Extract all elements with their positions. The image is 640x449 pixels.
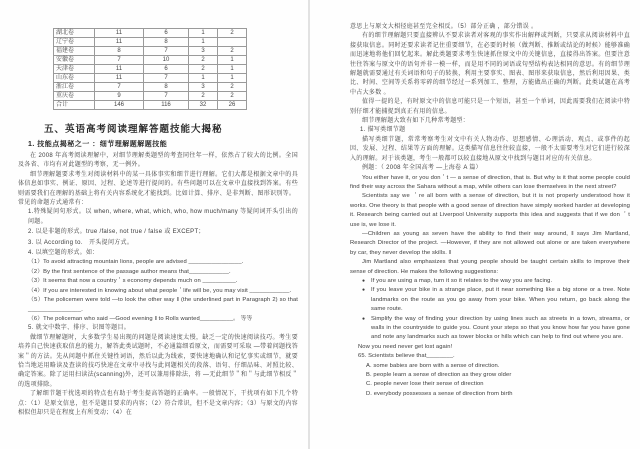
table-row: 山东卷 11 7 1 1 bbox=[54, 74, 247, 83]
table-row: 天津卷 11 6 2 1 bbox=[54, 65, 247, 74]
suggestion-list bbox=[362, 277, 630, 343]
type-heading: 1. 描写类细节题 bbox=[360, 127, 406, 134]
row-label: 浙江卷 bbox=[54, 83, 95, 92]
option-d: D. everybody possesses a sense of direction from birth bbox=[366, 390, 513, 397]
fill-blank-item: （5）The policemen were told —to look the other way ‖ (the underlined part in Paragraph 2) so that ________________． bbox=[28, 297, 298, 313]
list-item: 3. 以 According to． 开头提问方式。 bbox=[28, 239, 134, 246]
row-label: 合计 bbox=[54, 101, 95, 110]
list-item: 1.特殊疑问句形式。以 when, where, what, which, who, how much/many 等疑问词开头引出的问题。 bbox=[28, 209, 298, 225]
table-row: 福建卷 8 7 3 2 bbox=[54, 47, 247, 56]
bullet-item bbox=[362, 315, 630, 343]
example-label: 例题：（ 2008 年全国高考 —上海卷 A 篇） bbox=[362, 165, 482, 172]
table-row: 浙江卷 7 8 3 2 bbox=[54, 83, 247, 92]
paragraph: 在 2008 年高考阅读理解中，对细节理解类题型的考查同往年一样，依然占了较大的比例。全国及各省、市均有对此题型的考察，无一例外。 bbox=[18, 153, 298, 169]
exam-stats-table bbox=[53, 28, 247, 110]
passage-paragraph: —Children as young as seven have the ability to find their way around, ‖ says Jim Martland, Research Director of the project. —However, if they are not allowed out alone or are taken everywhere by car, they never develop the skills. ‖ bbox=[350, 230, 630, 256]
paragraph: 有的细节理解题只要直接辨认不要求读者对客观的事实作出解释或判断，只要求从阅读材料中直接获取信息。同时还要求读者记住重要细节，在必要的时候（做判断、推断或结论的时候）能够准确而迅速地将他们回忆起来。解此类题要求考生快速抓住原文中的关键信息，直接得出答案。但要注意往往答案与原文中的语句并非一模一样，而是用不同的词语或句型结构表达相同的意思。有的细节理解题就需要通过有关词语和句子的转换，利用主要事实、图表、图形来获取信息，然后利用因果、类比、时间、空间等关系将零碎的细节经过一系列加工、整理，方能做出正确的判断。此类试题在高考中占大多数 。 bbox=[350, 33, 630, 96]
option-a: A. some babies are born with a sense of direction. bbox=[366, 362, 500, 369]
bullet-icon: ● bbox=[362, 287, 366, 294]
row-label: 山东卷 bbox=[54, 74, 95, 83]
list-item: 4. 以填空题的形式。如： bbox=[28, 250, 99, 257]
paragraph: 值得一提的是，有时原文中的信息可能只是一个短语，甚至一个单词，因此需要我们在阅读中特别仔细才能捕捉到真正有用的信息。 bbox=[350, 99, 630, 115]
paragraph: 意思上与原文大相径庭甚至完全相反。（5）部分正确 ，部分错误 。 bbox=[350, 24, 538, 30]
table-row-total: 合计 146 116 32 26 bbox=[54, 101, 247, 110]
paragraph: 描写类细节题，常常考察考生对文中有关人物动作、思想感情、心理活动、观点、或事件的起因、发展、过程、结果等方面的理解。这类描写信息往往较直接，一般不太需要考生对它们进行较深入的理解。对于该类题，考生一般都可以较直接地从原文中找到与题目对应的有关信息。 bbox=[350, 136, 630, 162]
row-label: 辽宁卷 bbox=[54, 38, 95, 47]
row-label: 天津卷 bbox=[54, 65, 95, 74]
passage-paragraph: You either have it, or you don＇t — a sense of direction, that is. But why is it that some people could find their way across the Sahara without a map, while others can lose themselves in the next street? bbox=[350, 174, 630, 190]
table-row: 重庆卷 9 7 2 2 bbox=[54, 92, 247, 101]
bullet-item bbox=[362, 286, 630, 314]
closing-line: Now you need never get lost again! bbox=[358, 343, 453, 350]
paragraph: 细节理解题大致有如下几种常考题型： bbox=[362, 118, 470, 125]
option-c: C. people never lose their sense of direction bbox=[366, 381, 484, 388]
row-label: 福建卷 bbox=[54, 47, 95, 56]
paragraph: 做细节理解题时，大多数学生易出现的问题是阅读速度太慢，缺乏一定的快速阅读技巧。考生要培养自己快速获取信息的能力，解答此类试题时，不必通篇细看原文，而需要可采取 —带着问题找答案＂的方法。先从问题中抓住关键性词语，然后以此为线索，要快速地确认和记忆事实或细节，就要恰当地运用略读及查读的技巧快速在文章中寻找与此问题相关的段落、语句、仔细品味、对照比较、确定答案。除了运用扫读法(scanning)外，还可以兼用排除法，将 —无此细节＂和＂与此细节相反＂的选项排除。 bbox=[18, 334, 298, 388]
question-65: 65. Scientists believe that________. bbox=[358, 353, 455, 360]
right-page bbox=[311, 0, 640, 449]
table-row: 安徽卷 7 10 2 1 bbox=[54, 56, 247, 65]
subsection-heading: 1. 技能点揭秘之一 ：细节理解题解题技能 bbox=[28, 141, 168, 148]
fill-blank-item: （2）By the first sentence of the passage author means that____________． bbox=[28, 268, 235, 275]
bullet-item bbox=[362, 277, 630, 286]
bullet-icon: ● bbox=[362, 315, 366, 322]
fill-blank-item: （1）To avoid attracting mountain lions, people are advised ________________． bbox=[28, 259, 248, 266]
bullet-text: If you leave your bike in a strange place, put it near something like a big stone or a tree. Note landmarks on the route as you go away from your bike. When you return, go back along the same route. bbox=[371, 287, 630, 313]
paragraph: 常见的命题方式通常有： bbox=[18, 200, 88, 207]
table-row: 湖北卷 11 6 1 2 bbox=[54, 29, 247, 38]
paragraph: 细节理解题要求考生对阅读材料中的某一具体事实和细节进行理解。它们大都是根据文章中的具体信息如事实、例证、原因、过程、论述等进行提问的。有些问题可以在文章中直接找到答案。有些则需要我们在理解的基础上将有关内容系统化才能找到。比如计算、排序、是非判断、图形识别等。 bbox=[18, 171, 298, 197]
passage-paragraph: Scientists say we ＇re all born with a sense of direction, but it is not properly understood how it works. One theory is that people with a good sense of direction have simply worked harder at developing it. Research being carried out at Liverpool University supports this idea and suggests that if we don ＇t use is, we lose it. bbox=[350, 193, 630, 228]
bullet-text: If you are using a map, turn it so it relates to the way you are facing. bbox=[371, 277, 553, 284]
list-item: 2. 以是非题的形式。true /false, not true / false 或 EXCEPT； bbox=[28, 229, 205, 236]
row-label: 安徽卷 bbox=[54, 56, 95, 65]
left-page bbox=[0, 0, 308, 449]
fill-blank-item: （6）The policeman who said —Good evening ‖ to Rolls wanted__________。 等等 bbox=[28, 315, 253, 322]
fill-blank-item: （4）If you are interested in knowing about what people＇life will be, you may visit ____________． bbox=[28, 287, 296, 294]
row-label: 重庆卷 bbox=[54, 92, 95, 101]
row-label: 湖北卷 bbox=[54, 29, 95, 38]
table-row: 辽宁卷 11 8 1 bbox=[54, 38, 247, 47]
option-b: B. people learn a sense of direction as they grow older bbox=[366, 372, 512, 379]
list-item: 5. 就文中数字、排序、识图等题目。 bbox=[28, 325, 131, 332]
paragraph: 了解细节题干扰选项的特点也有助于考生提高答题的正确率。一般情况下，干扰项有如下几个特点：（1）是原文信息，但不是题目要求的内容；（2）符合常识，但不是文章内容；（3）与原文的内容相似但却只是在程度上有所变动；（4）在 bbox=[18, 391, 298, 416]
bullet-text: Simplify the way of finding your direction by using lines such as streets in a town, streams, or walls in the countryside to guide you. Count your steps so that you know how far you have gone and note any landmarks such as tower blocks or hills which can help to find out where you are. bbox=[371, 315, 630, 341]
section-heading: 五、英语高考阅读理解答题技能大揭秘 bbox=[44, 124, 223, 135]
fill-blank-item: （3）It seems that now a country＇s economy depends much on __________． bbox=[28, 278, 242, 285]
page-divider bbox=[308, 0, 310, 449]
passage-paragraph: Jim Martland also emphasizes that young people should be taught certain skills to improve their sense of direction. He makes the following suggestions: bbox=[350, 259, 630, 275]
bullet-icon: ● bbox=[362, 277, 366, 284]
